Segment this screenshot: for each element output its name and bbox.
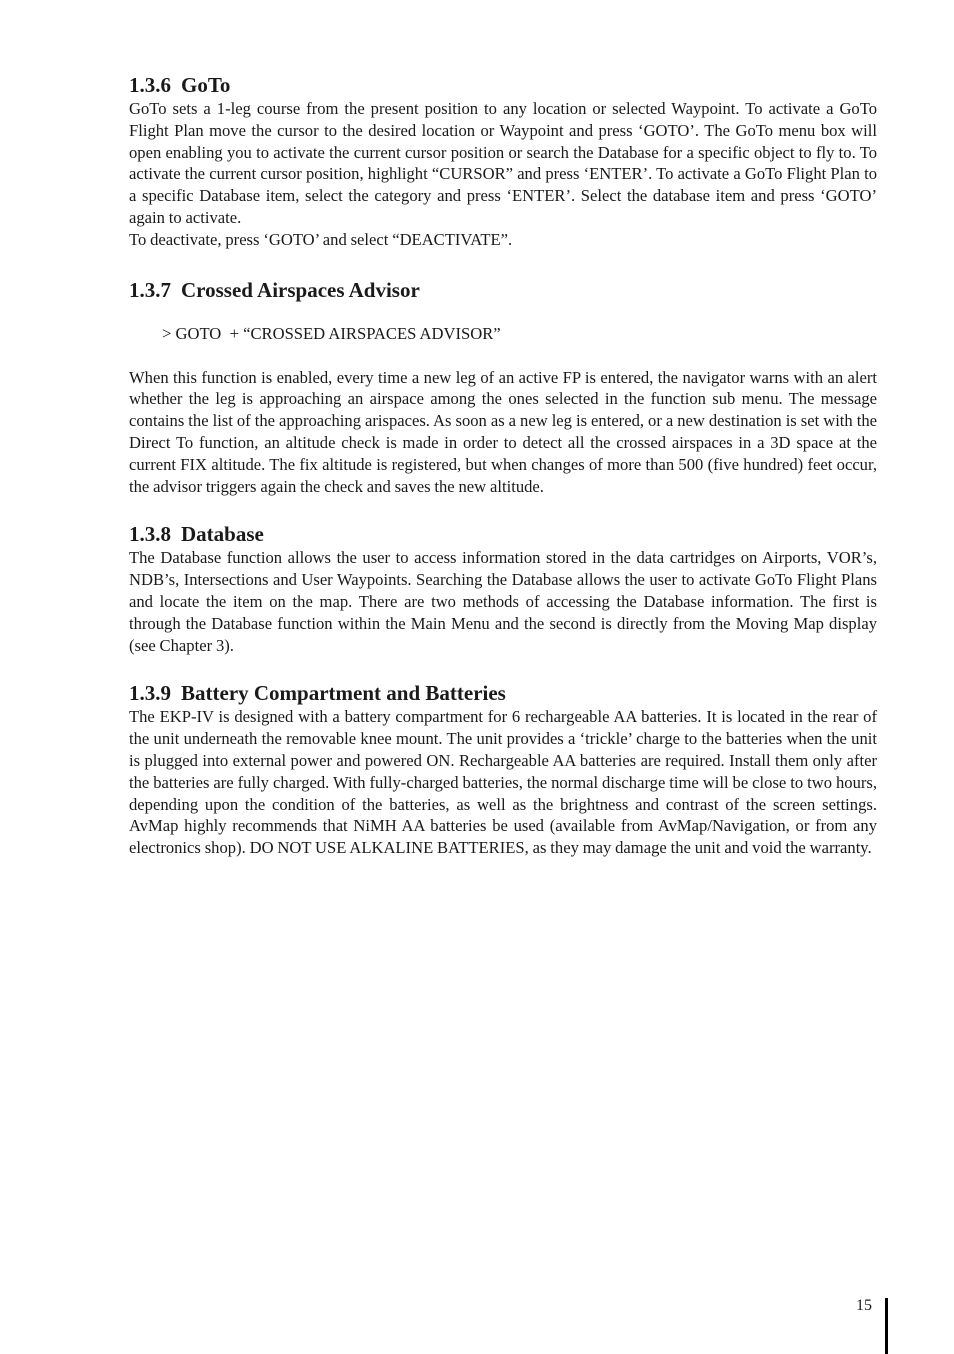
section-title: Crossed Airspaces Advisor — [181, 277, 420, 302]
section-title: Database — [181, 522, 264, 547]
paragraph-database-body: The Database function allows the user to access information stored in the data cartridges on Airports, VOR’s, NDB’s, Intersections and User Waypoints. Searching the Database allows the user to activate GoTo Flight Plans and locate the item on the map. There are two methods of accessing the Database information. The first is through the Database function within the Main Menu and the second is directly from the Moving Map display (see Chapter 3). — [129, 548, 877, 655]
paragraph-goto-deactivate: To deactivate, press ‘GOTO’ and select “DEACTIVATE”. — [129, 229, 513, 249]
section-number: 1.3.9 — [129, 681, 171, 706]
section-number: 1.3.7 — [129, 277, 171, 302]
page-edge-rule — [885, 1298, 888, 1354]
section-title: GoTo — [181, 73, 231, 97]
paragraph-crossed-airspaces-body: When this function is enabled, every time a new leg of an active FP is entered, the navigator warns with an alert whether the leg is approaching an airspace among the ones selected in the function sub menu. The message contains the list of the approaching arispaces. As soon as a new leg is entered, or a new destination is set with the Direct To function, an altitude check is made in order to detect all the crossed airspaces in a 3D space at the current FIX altitude. The fix altitude is registered, but when changes of more than 500 (five hundred) feet occur, the advisor triggers again the check and saves the new altitude. — [129, 367, 877, 496]
section-heading-battery-compartment — [129, 680, 877, 706]
paragraph-goto-body: GoTo sets a 1-leg course from the present position to any location or selected Waypoint. To activate a GoTo Flight Plan move the cursor to the desired location or Waypoint and press ‘GOTO’. The GoTo menu box will open enabling you to activate the current cursor position or search the Database for a specific object to fly to. To activate the current cursor position, highlight “CURSOR” and press ‘ENTER’. To activate a GoTo Flight Plan to a specific Database item, select the category and press ‘ENTER’. Select the database item and press ‘GOTO’ again to activate. — [129, 99, 877, 227]
paragraph-battery-body: The EKP-IV is designed with a battery compartment for 6 rechargeable AA batteries. It is located in the rear of the unit underneath the removable knee mount. The unit provides a ‘trickle’ charge to the batteries when the unit is plugged into external power and powered ON. Rechargeable AA batteries are required. Install them only after the batteries are fully charged. With fully-charged batteries, the normal discharge time will be close to two hours, depending upon the condition of the batteries, as well as the brightness and contrast of the screen settings. AvMap highly recommends that NiMH AA batteries be used (available from AvMap/Navigation, or from any electronics shop). DO NOT USE ALKALINE BATTERIES, as they may damage the unit and void the warranty. — [129, 707, 877, 858]
section-heading-goto — [129, 72, 877, 98]
section-title: Battery Compartment and Batteries — [181, 681, 506, 706]
page-number: 15 — [856, 1297, 872, 1314]
section-number: 1.3.6 — [129, 73, 171, 97]
section-number: 1.3.8 — [129, 522, 171, 547]
menu-command-path: > GOTO + “CROSSED AIRSPACES ADVISOR” — [162, 323, 501, 343]
page-content — [129, 72, 877, 859]
section-heading-database — [129, 521, 877, 547]
section-heading-crossed-airspaces-advisor — [129, 277, 877, 303]
